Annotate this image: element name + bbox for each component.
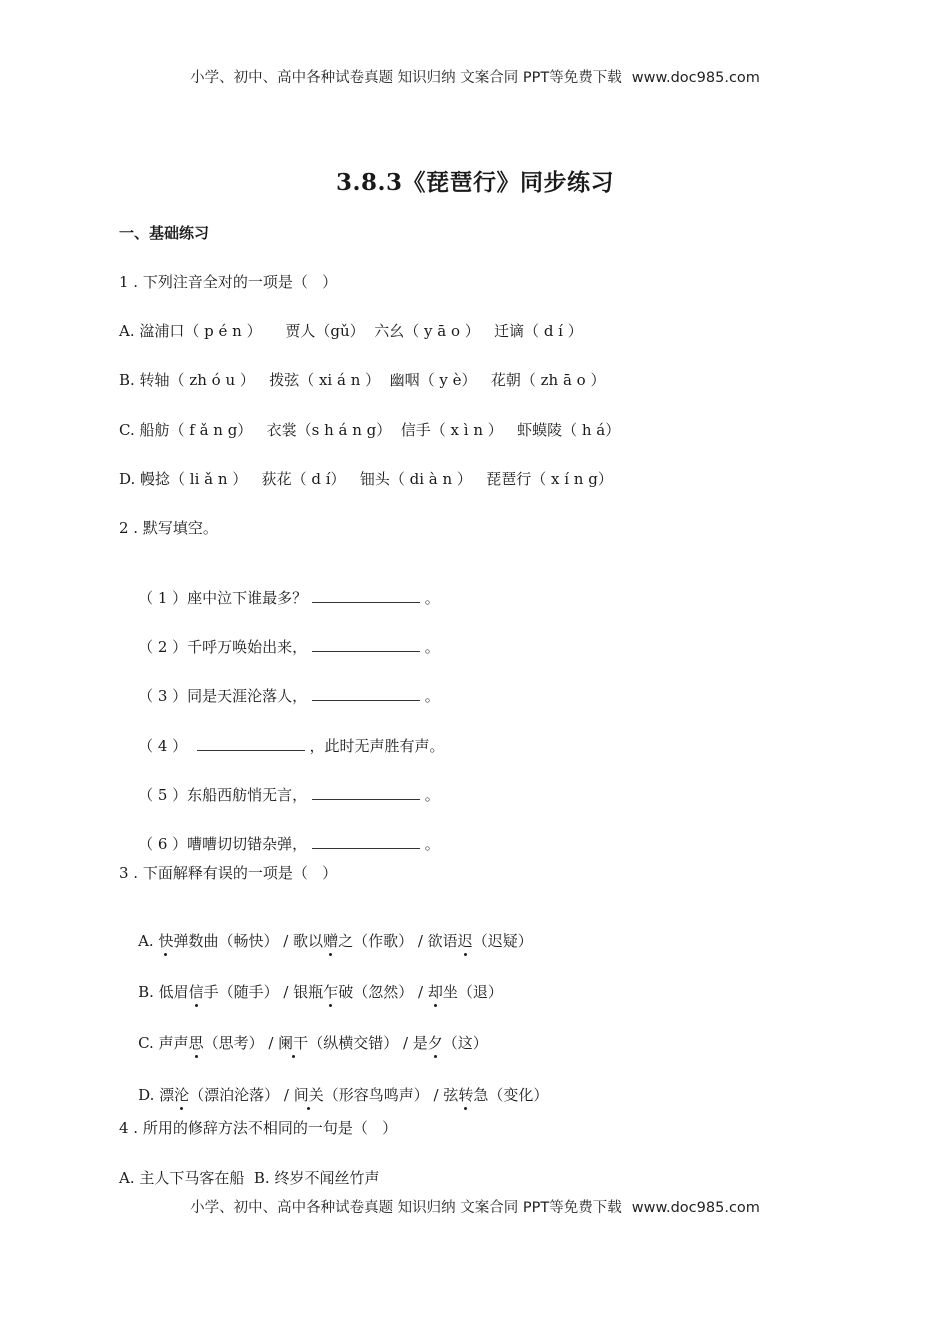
answer-blank[interactable] bbox=[312, 589, 420, 603]
answer-blank[interactable] bbox=[312, 638, 420, 652]
option-text: （迟疑） bbox=[472, 932, 533, 950]
emphasis-dotted-char: 赠 bbox=[323, 932, 339, 950]
option-text: 急（变化） bbox=[473, 1086, 549, 1104]
emphasis-dotted-char: 信 bbox=[188, 983, 204, 1001]
footer-url[interactable]: www.doc985.com bbox=[631, 1200, 760, 1216]
emphasis-dotted-char: 乍 bbox=[323, 983, 339, 1001]
answer-blank[interactable] bbox=[312, 786, 420, 800]
footer-text: 小学、初中、高中各种试卷真题 知识归纳 文案合同 PPT等免费下载 bbox=[190, 1200, 622, 1216]
question-3-stem: 3 . 下面解释有误的一项是（ ） bbox=[119, 864, 338, 882]
answer-blank[interactable] bbox=[312, 687, 420, 701]
option-text: （形容鸟鸣声） / 弦 bbox=[323, 1086, 459, 1104]
question-1-option-d: D. 幔捻（ li ǎ n ） 荻花（ d í） 钿头（ di à n ） 琵琶行（ x í n g） bbox=[119, 470, 613, 488]
page-header bbox=[0, 66, 950, 87]
option-text: 弹数曲（畅快） / 歌以 bbox=[173, 932, 324, 950]
fill-blank-suffix: 。 bbox=[419, 786, 440, 804]
emphasis-dotted-char: 沦 bbox=[174, 1086, 190, 1104]
option-text: A. bbox=[138, 932, 159, 950]
fill-blank-prompt: （ 3 ）同是天涯沦落人， bbox=[138, 687, 312, 705]
option-text: （思考） / bbox=[203, 1034, 279, 1052]
fill-blank-suffix: 。 bbox=[419, 589, 440, 607]
fill-blank-suffix: 。 bbox=[419, 638, 440, 656]
emphasis-dotted-char: 阑干 bbox=[278, 1034, 309, 1052]
emphasis-dotted-char: 夕 bbox=[427, 1034, 443, 1052]
fill-blank-suffix: 。 bbox=[419, 687, 440, 705]
page-footer bbox=[0, 1196, 950, 1217]
header-url[interactable]: www.doc985.com bbox=[631, 70, 760, 86]
question-1-option-a: A. 湓浦口（ p é n ） 贾人（gǔ） 六幺（ y ā o ） 迁谪（ d í ） bbox=[119, 322, 583, 340]
fill-blank-suffix: ，此时无声胜有声。 bbox=[304, 737, 445, 755]
fill-blank-suffix: 。 bbox=[419, 835, 440, 853]
header-text: 小学、初中、高中各种试卷真题 知识归纳 文案合同 PPT等免费下载 bbox=[190, 70, 622, 86]
option-text: D. 漂 bbox=[138, 1086, 175, 1104]
emphasis-dotted-char: 转 bbox=[458, 1086, 474, 1104]
question-1-option-b: B. 转轴（ zh ó u ） 拨弦（ xi á n ） 幽咽（ y è） 花朝（ zh ā o ） bbox=[119, 371, 606, 389]
fill-blank-prompt: （ 1 ）座中泣下谁最多？ bbox=[138, 589, 312, 607]
option-text: （纵横交错） / 是 bbox=[308, 1034, 428, 1052]
fill-blank-prompt: （ 2 ）千呼万唤始出来， bbox=[138, 638, 312, 656]
emphasis-dotted-char: 间关 bbox=[293, 1086, 324, 1104]
option-text: （这） bbox=[442, 1034, 488, 1052]
option-text: 手（随手） / 银瓶 bbox=[203, 983, 324, 1001]
emphasis-dotted-char: 迟 bbox=[457, 932, 473, 950]
question-3-option-d bbox=[119, 1065, 548, 1125]
option-text: （漂泊沦落） / bbox=[189, 1086, 294, 1104]
fill-blank-prompt: （ 6 ）嘈嘈切切错杂弹， bbox=[138, 835, 312, 853]
answer-blank[interactable] bbox=[312, 835, 420, 849]
emphasis-dotted-char: 思 bbox=[188, 1034, 204, 1052]
emphasis-dotted-char: 却 bbox=[427, 983, 443, 1001]
option-text: 之（作歌） / 欲语 bbox=[338, 932, 458, 950]
question-4-options-ab: A. 主人下马客在船 B. 终岁不闻丝竹声 bbox=[119, 1169, 380, 1187]
option-text: 坐（退） bbox=[442, 983, 503, 1001]
question-4-stem: 4 . 所用的修辞方法不相同的一句是（ ） bbox=[119, 1119, 398, 1137]
fill-blank-prompt: （ 4 ） bbox=[138, 737, 197, 755]
fill-blank-prompt: （ 5 ）东船西舫悄无言， bbox=[138, 786, 312, 804]
question-3-option-c bbox=[119, 1013, 488, 1073]
option-text: B. 低眉 bbox=[138, 983, 189, 1001]
question-2-stem: 2 . 默写填空。 bbox=[119, 519, 218, 537]
section-heading-basic: 一、基础练习 bbox=[119, 224, 210, 242]
answer-blank[interactable] bbox=[197, 737, 305, 751]
question-1-stem: 1 . 下列注音全对的一项是（ ） bbox=[119, 273, 338, 291]
option-text: 破（忽然） / bbox=[338, 983, 428, 1001]
emphasis-dotted-char: 快 bbox=[158, 932, 174, 950]
option-text: C. 声声 bbox=[138, 1034, 189, 1052]
question-1-option-c: C. 船舫（ f ǎ n g） 衣裳（s h á n g） 信手（ x ì n ） 虾蟆陵（ h á） bbox=[119, 421, 621, 439]
page-title: 3.8.3《琵琶行》同步练习 bbox=[335, 169, 615, 196]
